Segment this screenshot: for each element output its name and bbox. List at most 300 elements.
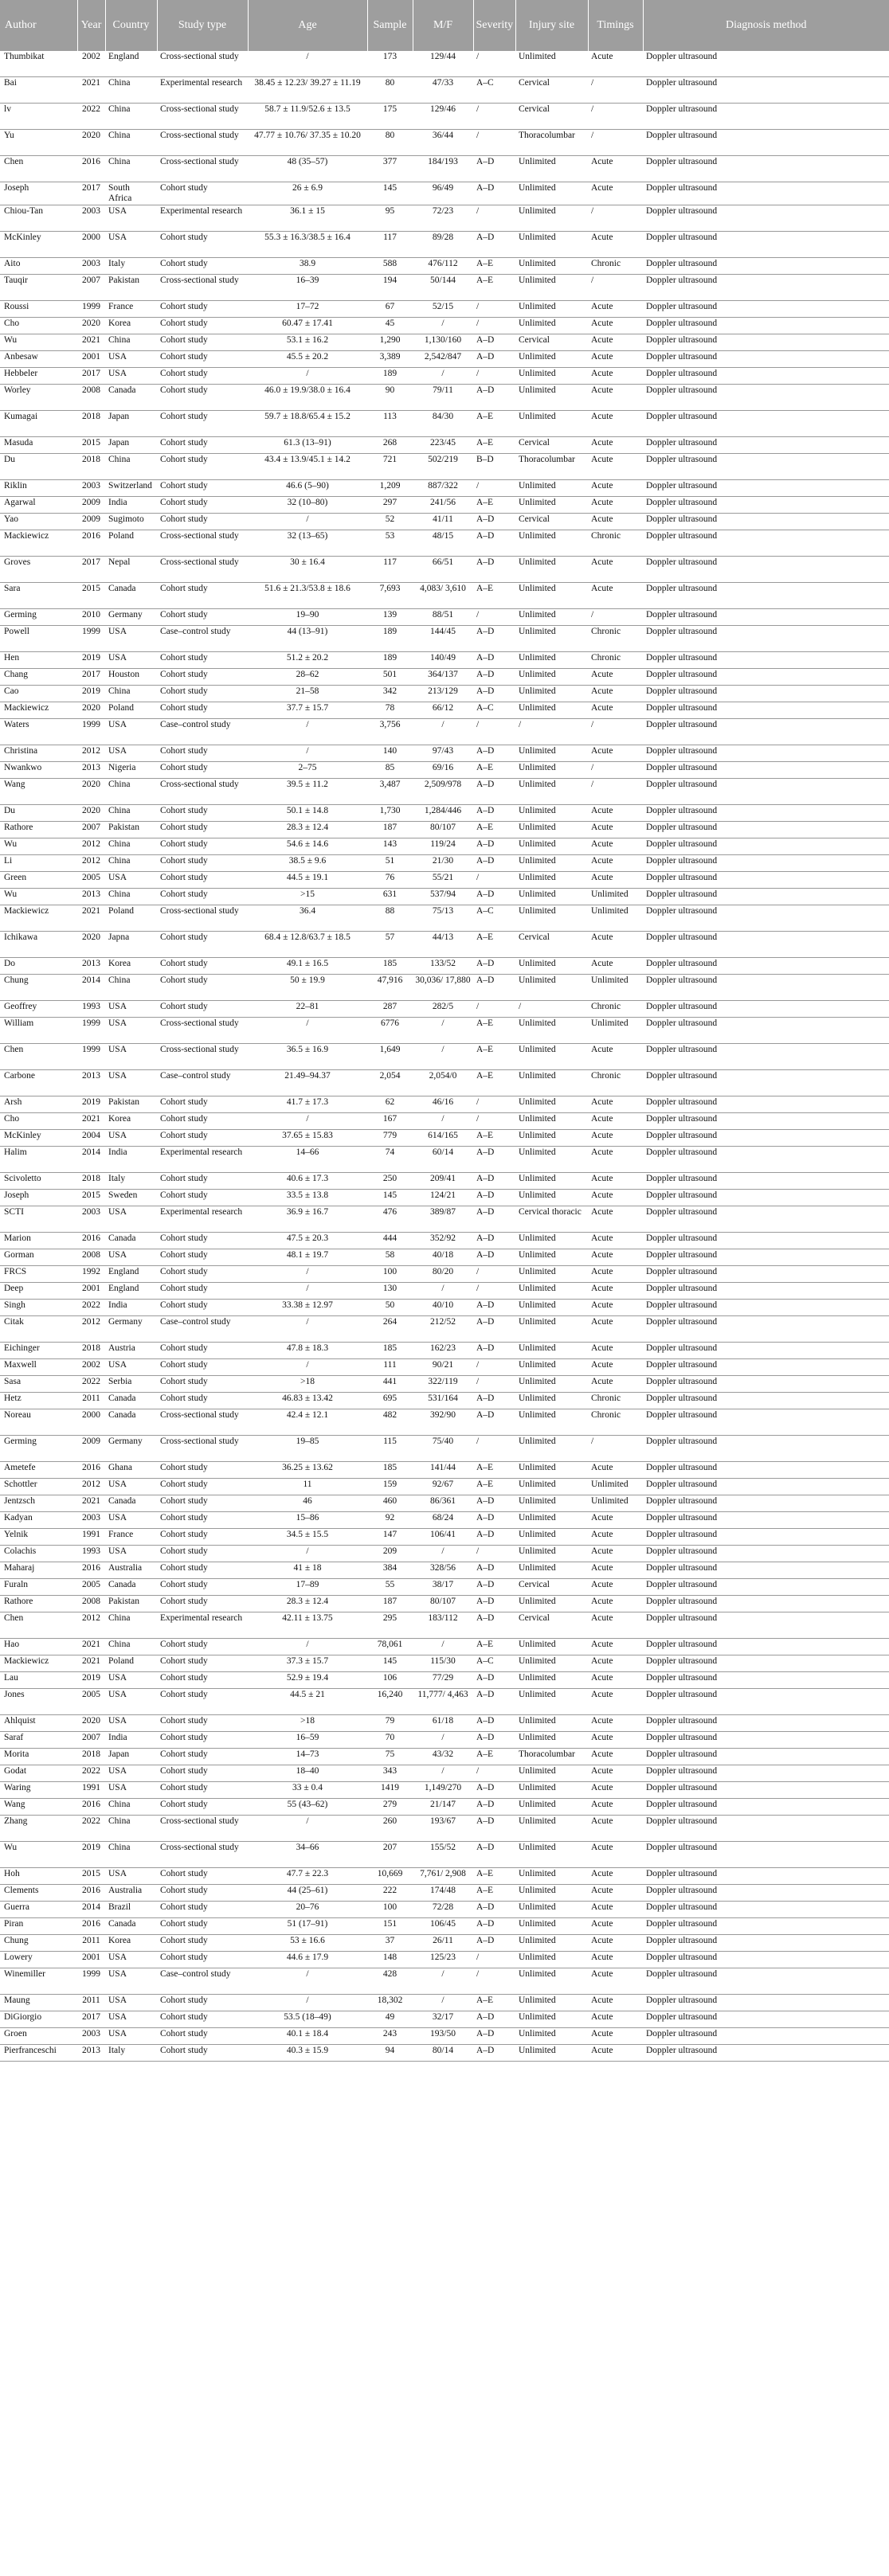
cell-injury-site: Unlimited — [515, 275, 588, 301]
cell-author: Joseph — [0, 182, 77, 205]
cell-study-type: Case–control study — [157, 626, 248, 652]
cell-injury-site: Unlimited — [515, 1479, 588, 1495]
cell-timings: Acute — [588, 1096, 643, 1113]
cell-country: Canada — [105, 1409, 157, 1436]
cell-country: China — [105, 889, 157, 905]
cell-sample: 95 — [367, 205, 413, 232]
cell-author: William — [0, 1018, 77, 1044]
cell-author: Jentzsch — [0, 1495, 77, 1512]
cell-diagnosis-method: Doppler ultrasound — [643, 1579, 889, 1596]
cell-injury-site: Unlimited — [515, 368, 588, 385]
cell-study-type: Cross-sectional study — [157, 104, 248, 130]
cell-mf: 614/165 — [413, 1130, 473, 1147]
cell-age: 36.25 ± 13.62 — [248, 1462, 367, 1479]
cell-year: 2020 — [77, 1715, 105, 1732]
cell-injury-site: Unlimited — [515, 779, 588, 805]
cell-age: / — [248, 1995, 367, 2011]
table-row — [0, 130, 889, 156]
cell-country: USA — [105, 1868, 157, 1885]
table-row — [0, 975, 889, 1001]
cell-mf: 44/13 — [413, 932, 473, 958]
table-row — [0, 156, 889, 182]
table-row — [0, 626, 889, 652]
cell-study-type: Cross-sectional study — [157, 1842, 248, 1868]
cell-age: 17–89 — [248, 1579, 367, 1596]
cell-study-type: Cohort study — [157, 1495, 248, 1512]
cell-sample: 147 — [367, 1529, 413, 1546]
cell-severity: / — [473, 368, 515, 385]
cell-year: 2007 — [77, 275, 105, 301]
table-row — [0, 1715, 889, 1732]
cell-age: 44 (25–61) — [248, 1885, 367, 1902]
table-row — [0, 583, 889, 609]
cell-author: Rathore — [0, 822, 77, 838]
cell-study-type: Cohort study — [157, 368, 248, 385]
cell-mf: 90/21 — [413, 1359, 473, 1376]
cell-injury-site: Unlimited — [515, 51, 588, 77]
cell-country: India — [105, 1300, 157, 1316]
cell-study-type: Cross-sectional study — [157, 557, 248, 583]
cell-severity: A–D — [473, 1495, 515, 1512]
cell-year: 2022 — [77, 1765, 105, 1782]
cell-severity: A–D — [473, 1715, 515, 1732]
cell-diagnosis-method: Doppler ultrasound — [643, 1952, 889, 1968]
cell-study-type: Cohort study — [157, 1512, 248, 1529]
cell-year: 1993 — [77, 1001, 105, 1018]
table-row — [0, 205, 889, 232]
cell-country: Canada — [105, 385, 157, 411]
cell-diagnosis-method: Doppler ultrasound — [643, 1868, 889, 1885]
cell-timings: Acute — [588, 1596, 643, 1612]
cell-sample: 173 — [367, 51, 413, 77]
cell-author: Winemiller — [0, 1968, 77, 1995]
cell-injury-site: Unlimited — [515, 1902, 588, 1918]
cell-diagnosis-method: Doppler ultrasound — [643, 1816, 889, 1842]
cell-diagnosis-method: Doppler ultrasound — [643, 368, 889, 385]
cell-severity: A–D — [473, 1249, 515, 1266]
cell-year: 2008 — [77, 1249, 105, 1266]
cell-diagnosis-method: Doppler ultrasound — [643, 2011, 889, 2028]
cell-mf: 209/41 — [413, 1173, 473, 1190]
cell-sample: 145 — [367, 1190, 413, 1206]
cell-author: Mackiewicz — [0, 905, 77, 932]
cell-sample: 10,669 — [367, 1868, 413, 1885]
cell-sample: 2,054 — [367, 1070, 413, 1096]
cell-study-type: Cohort study — [157, 385, 248, 411]
cell-severity: / — [473, 1546, 515, 1562]
cell-author: lv — [0, 104, 77, 130]
cell-injury-site: Unlimited — [515, 205, 588, 232]
cell-diagnosis-method: Doppler ultrasound — [643, 1715, 889, 1732]
cell-year: 2008 — [77, 1596, 105, 1612]
cell-age: 32 (13–65) — [248, 530, 367, 557]
cell-mf: 26/11 — [413, 1935, 473, 1952]
table-row — [0, 1376, 889, 1393]
cell-sample: 92 — [367, 1512, 413, 1529]
cell-year: 2017 — [77, 2011, 105, 2028]
cell-study-type: Cohort study — [157, 454, 248, 480]
table-row — [0, 609, 889, 626]
cell-mf: 213/129 — [413, 686, 473, 702]
cell-mf: / — [413, 1765, 473, 1782]
cell-country: Nepal — [105, 557, 157, 583]
cell-study-type: Experimental research — [157, 1612, 248, 1639]
cell-sample: 51 — [367, 855, 413, 872]
cell-author: Kadyan — [0, 1512, 77, 1529]
cell-author: Masuda — [0, 437, 77, 454]
cell-mf: 537/94 — [413, 889, 473, 905]
cell-injury-site: Unlimited — [515, 609, 588, 626]
table-row — [0, 182, 889, 205]
cell-author: Chen — [0, 1612, 77, 1639]
cell-mf: 282/5 — [413, 1001, 473, 1018]
cell-mf: / — [413, 719, 473, 745]
cell-injury-site: Unlimited — [515, 1968, 588, 1995]
cell-study-type: Cohort study — [157, 1952, 248, 1968]
cell-injury-site: Cervical — [515, 1612, 588, 1639]
cell-year: 2011 — [77, 1935, 105, 1952]
cell-author: Germing — [0, 1436, 77, 1462]
cell-mf: 75/13 — [413, 905, 473, 932]
cell-injury-site: Unlimited — [515, 182, 588, 205]
cell-country: Korea — [105, 1935, 157, 1952]
cell-sample: 187 — [367, 822, 413, 838]
table-row — [0, 1842, 889, 1868]
table-row — [0, 2045, 889, 2062]
cell-author: Gorman — [0, 1249, 77, 1266]
cell-diagnosis-method: Doppler ultrasound — [643, 1436, 889, 1462]
column-header-age: Age — [248, 0, 367, 51]
cell-timings: Acute — [588, 1952, 643, 1968]
cell-injury-site: Unlimited — [515, 1316, 588, 1343]
cell-diagnosis-method: Doppler ultrasound — [643, 232, 889, 258]
cell-country: Pakistan — [105, 1596, 157, 1612]
cell-timings: Acute — [588, 368, 643, 385]
cell-diagnosis-method: Doppler ultrasound — [643, 1902, 889, 1918]
cell-age: / — [248, 1546, 367, 1562]
cell-mf: 66/12 — [413, 702, 473, 719]
cell-country: China — [105, 104, 157, 130]
table-row — [0, 232, 889, 258]
cell-sample: 88 — [367, 905, 413, 932]
cell-study-type: Cross-sectional study — [157, 1816, 248, 1842]
cell-country: USA — [105, 1249, 157, 1266]
cell-mf: 80/20 — [413, 1266, 473, 1283]
cell-age: 55.3 ± 16.3/38.5 ± 16.4 — [248, 232, 367, 258]
cell-year: 2014 — [77, 1902, 105, 1918]
cell-year: 2017 — [77, 182, 105, 205]
cell-study-type: Cohort study — [157, 437, 248, 454]
cell-diagnosis-method: Doppler ultrasound — [643, 557, 889, 583]
cell-age: 46.0 ± 19.9/38.0 ± 16.4 — [248, 385, 367, 411]
cell-mf: 212/52 — [413, 1316, 473, 1343]
cell-author: Chen — [0, 1044, 77, 1070]
column-header-diagnosis-method: Diagnosis method — [643, 0, 889, 51]
table-row — [0, 855, 889, 872]
cell-diagnosis-method: Doppler ultrasound — [643, 2028, 889, 2045]
cell-diagnosis-method: Doppler ultrasound — [643, 702, 889, 719]
cell-country: England — [105, 1283, 157, 1300]
cell-severity: A–D — [473, 232, 515, 258]
cell-country: USA — [105, 745, 157, 762]
cell-study-type: Cohort study — [157, 1655, 248, 1672]
cell-study-type: Cohort study — [157, 1715, 248, 1732]
cell-mf: 40/10 — [413, 1300, 473, 1316]
cell-age: 40.6 ± 17.3 — [248, 1173, 367, 1190]
cell-year: 2012 — [77, 1316, 105, 1343]
cell-year: 2013 — [77, 889, 105, 905]
column-header-mf: M/F — [413, 0, 473, 51]
cell-age: / — [248, 368, 367, 385]
cell-diagnosis-method: Doppler ultrasound — [643, 385, 889, 411]
cell-sample: 264 — [367, 1316, 413, 1343]
cell-age: 47.77 ± 10.76/ 37.35 ± 10.20 — [248, 130, 367, 156]
cell-diagnosis-method: Doppler ultrasound — [643, 454, 889, 480]
cell-sample: 185 — [367, 958, 413, 975]
cell-severity: A–D — [473, 745, 515, 762]
cell-timings: Acute — [588, 1343, 643, 1359]
cell-sample: 3,756 — [367, 719, 413, 745]
cell-year: 2019 — [77, 1842, 105, 1868]
cell-author: Citak — [0, 1316, 77, 1343]
cell-age: 33 ± 0.4 — [248, 1782, 367, 1799]
cell-study-type: Cohort study — [157, 1266, 248, 1283]
cell-mf: 84/30 — [413, 411, 473, 437]
cell-severity: A–D — [473, 889, 515, 905]
cell-timings: Acute — [588, 385, 643, 411]
cell-timings: Unlimited — [588, 1479, 643, 1495]
table-row — [0, 1799, 889, 1816]
cell-mf: 174/48 — [413, 1885, 473, 1902]
cell-year: 2000 — [77, 232, 105, 258]
cell-year: 2016 — [77, 1562, 105, 1579]
cell-author: Ichikawa — [0, 932, 77, 958]
cell-severity: A–E — [473, 1070, 515, 1096]
cell-severity: A–D — [473, 1732, 515, 1749]
cell-timings: Acute — [588, 156, 643, 182]
cell-country: China — [105, 77, 157, 104]
cell-severity: A–D — [473, 1672, 515, 1689]
cell-country: USA — [105, 205, 157, 232]
cell-diagnosis-method: Doppler ultrasound — [643, 1612, 889, 1639]
cell-year: 2017 — [77, 557, 105, 583]
cell-sample: 18,302 — [367, 1995, 413, 2011]
cell-timings: Acute — [588, 182, 643, 205]
cell-diagnosis-method: Doppler ultrasound — [643, 626, 889, 652]
cell-study-type: Cohort study — [157, 301, 248, 318]
cell-injury-site: Unlimited — [515, 1952, 588, 1968]
table-row — [0, 77, 889, 104]
cell-country: USA — [105, 1995, 157, 2011]
cell-author: Singh — [0, 1300, 77, 1316]
cell-severity: A–D — [473, 182, 515, 205]
cell-severity: A–E — [473, 1462, 515, 1479]
table-row — [0, 1612, 889, 1639]
cell-mf: / — [413, 1732, 473, 1749]
cell-diagnosis-method: Doppler ultrasound — [643, 1479, 889, 1495]
cell-year: 2015 — [77, 1190, 105, 1206]
cell-year: 2022 — [77, 1816, 105, 1842]
cell-mf: 476/112 — [413, 258, 473, 275]
cell-severity: A–D — [473, 1935, 515, 1952]
cell-timings: Acute — [588, 958, 643, 975]
cell-sample: 428 — [367, 1968, 413, 1995]
cell-year: 2007 — [77, 822, 105, 838]
cell-age: 39.5 ± 11.2 — [248, 779, 367, 805]
cell-age: 49.1 ± 16.5 — [248, 958, 367, 975]
cell-country: Serbia — [105, 1376, 157, 1393]
cell-age: 50 ± 19.9 — [248, 975, 367, 1001]
table-row — [0, 1782, 889, 1799]
cell-sample: 70 — [367, 1732, 413, 1749]
cell-injury-site: Unlimited — [515, 1376, 588, 1393]
cell-injury-site: Unlimited — [515, 1190, 588, 1206]
cell-country: Switzerland — [105, 480, 157, 497]
cell-year: 1999 — [77, 719, 105, 745]
cell-severity: A–E — [473, 1479, 515, 1495]
cell-diagnosis-method: Doppler ultrasound — [643, 1749, 889, 1765]
cell-study-type: Cross-sectional study — [157, 1018, 248, 1044]
table-row — [0, 932, 889, 958]
cell-diagnosis-method: Doppler ultrasound — [643, 1672, 889, 1689]
cell-severity: A–D — [473, 530, 515, 557]
cell-sample: 476 — [367, 1206, 413, 1233]
cell-country: France — [105, 1529, 157, 1546]
cell-mf: 50/144 — [413, 275, 473, 301]
cell-timings: Acute — [588, 411, 643, 437]
cell-severity: / — [473, 1266, 515, 1283]
cell-age: 42.11 ± 13.75 — [248, 1612, 367, 1639]
cell-sample: 74 — [367, 1147, 413, 1173]
cell-study-type: Cohort study — [157, 2028, 248, 2045]
cell-mf: 133/52 — [413, 958, 473, 975]
cell-severity: / — [473, 1968, 515, 1995]
cell-author: Maharaj — [0, 1562, 77, 1579]
cell-timings: Acute — [588, 1173, 643, 1190]
cell-timings: / — [588, 77, 643, 104]
cell-severity: A–E — [473, 583, 515, 609]
cell-severity: A–E — [473, 1639, 515, 1655]
cell-severity: / — [473, 301, 515, 318]
cell-severity: / — [473, 1436, 515, 1462]
table-row — [0, 1639, 889, 1655]
cell-study-type: Cross-sectional study — [157, 1409, 248, 1436]
cell-injury-site: Unlimited — [515, 411, 588, 437]
cell-timings: / — [588, 719, 643, 745]
cell-year: 2019 — [77, 652, 105, 669]
cell-timings: Acute — [588, 1147, 643, 1173]
cell-mf: 68/24 — [413, 1512, 473, 1529]
cell-country: South Africa — [105, 182, 157, 205]
cell-year: 2001 — [77, 1952, 105, 1968]
cell-severity: A–D — [473, 652, 515, 669]
cell-injury-site: Unlimited — [515, 686, 588, 702]
cell-author: Aito — [0, 258, 77, 275]
cell-year: 1999 — [77, 626, 105, 652]
cell-study-type: Cohort study — [157, 652, 248, 669]
cell-sample: 695 — [367, 1393, 413, 1409]
cell-age: 21.49–94.37 — [248, 1070, 367, 1096]
cell-country: Pakistan — [105, 822, 157, 838]
table-row — [0, 480, 889, 497]
table-row — [0, 1249, 889, 1266]
cell-timings: Chronic — [588, 1070, 643, 1096]
cell-sample: 117 — [367, 557, 413, 583]
cell-timings: Acute — [588, 1816, 643, 1842]
column-header-country: Country — [105, 0, 157, 51]
cell-mf: 1,149/270 — [413, 1782, 473, 1799]
table-row — [0, 1233, 889, 1249]
cell-year: 2005 — [77, 1689, 105, 1715]
cell-diagnosis-method: Doppler ultrasound — [643, 762, 889, 779]
table-row — [0, 805, 889, 822]
cell-country: England — [105, 51, 157, 77]
cell-country: Poland — [105, 1655, 157, 1672]
cell-study-type: Cross-sectional study — [157, 130, 248, 156]
cell-study-type: Cohort study — [157, 1672, 248, 1689]
table-row — [0, 1343, 889, 1359]
cell-year: 2014 — [77, 975, 105, 1001]
table-row — [0, 889, 889, 905]
cell-age: 51.2 ± 20.2 — [248, 652, 367, 669]
cell-age: / — [248, 745, 367, 762]
cell-study-type: Cohort study — [157, 514, 248, 530]
cell-author: Li — [0, 855, 77, 872]
cell-age: 2–75 — [248, 762, 367, 779]
cell-country: India — [105, 497, 157, 514]
cell-sample: 111 — [367, 1359, 413, 1376]
cell-age: / — [248, 719, 367, 745]
cell-author: Hoh — [0, 1868, 77, 1885]
cell-mf: 40/18 — [413, 1249, 473, 1266]
cell-age: / — [248, 1968, 367, 1995]
cell-mf: 2,509/978 — [413, 779, 473, 805]
table-row — [0, 2011, 889, 2028]
cell-timings: Acute — [588, 855, 643, 872]
cell-diagnosis-method: Doppler ultrasound — [643, 334, 889, 351]
cell-country: Japan — [105, 437, 157, 454]
cell-injury-site: Unlimited — [515, 2011, 588, 2028]
table-row — [0, 557, 889, 583]
cell-study-type: Cohort study — [157, 1462, 248, 1479]
cell-mf: / — [413, 368, 473, 385]
cell-mf: / — [413, 1546, 473, 1562]
cell-injury-site: Unlimited — [515, 530, 588, 557]
cell-timings: Acute — [588, 1266, 643, 1283]
cell-study-type: Cohort study — [157, 1249, 248, 1266]
cell-injury-site: Thoracolumbar — [515, 454, 588, 480]
cell-injury-site: Unlimited — [515, 1393, 588, 1409]
cell-diagnosis-method: Doppler ultrasound — [643, 437, 889, 454]
cell-mf: 38/17 — [413, 1579, 473, 1596]
cell-year: 2018 — [77, 454, 105, 480]
cell-severity: A–D — [473, 1689, 515, 1715]
cell-mf: 36/44 — [413, 130, 473, 156]
table-row — [0, 1130, 889, 1147]
cell-age: 58.7 ± 11.9/52.6 ± 13.5 — [248, 104, 367, 130]
cell-age: 21–58 — [248, 686, 367, 702]
cell-year: 2013 — [77, 958, 105, 975]
cell-study-type: Cohort study — [157, 318, 248, 334]
cell-mf: 162/23 — [413, 1343, 473, 1359]
cell-year: 2016 — [77, 156, 105, 182]
cell-author: Ahlquist — [0, 1715, 77, 1732]
cell-year: 2016 — [77, 1233, 105, 1249]
cell-author: Colachis — [0, 1546, 77, 1562]
cell-author: Sasa — [0, 1376, 77, 1393]
cell-year: 2019 — [77, 686, 105, 702]
cell-year: 2018 — [77, 411, 105, 437]
